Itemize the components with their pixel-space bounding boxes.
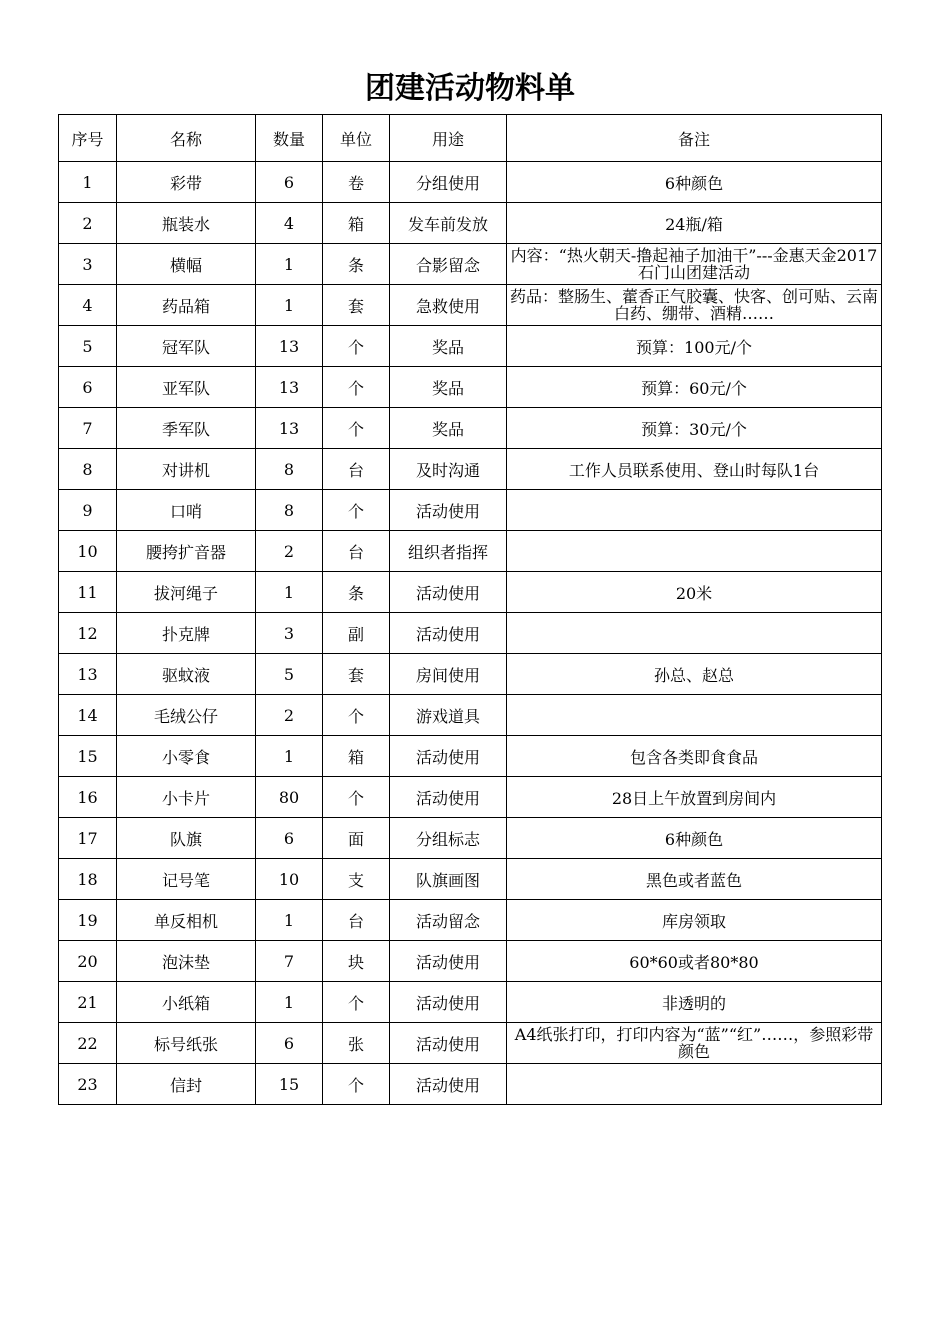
materials-table	[58, 114, 882, 1105]
table-row	[59, 490, 882, 531]
cell-note: 药品：整肠生、藿香正气胶囊、快客、创可贴、云南白药、绷带、酒精……	[507, 285, 882, 326]
cell-no: 2	[59, 203, 117, 244]
cell-note: 非透明的	[507, 982, 882, 1023]
table-row	[59, 736, 882, 777]
cell-use: 队旗画图	[390, 859, 507, 900]
cell-note: 6种颜色	[507, 818, 882, 859]
table-row	[59, 1023, 882, 1064]
cell-qty: 7	[256, 941, 323, 982]
cell-unit: 个	[323, 367, 390, 408]
cell-name: 口哨	[117, 490, 256, 531]
cell-unit: 副	[323, 613, 390, 654]
cell-name: 标号纸张	[117, 1023, 256, 1064]
table-row	[59, 859, 882, 900]
cell-use: 房间使用	[390, 654, 507, 695]
cell-no: 16	[59, 777, 117, 818]
cell-unit: 个	[323, 777, 390, 818]
cell-no: 1	[59, 162, 117, 203]
table-row	[59, 449, 882, 490]
cell-qty: 8	[256, 449, 323, 490]
header-use: 用途	[390, 115, 507, 162]
table-row	[59, 162, 882, 203]
table-row	[59, 613, 882, 654]
cell-use: 活动使用	[390, 1023, 507, 1064]
cell-unit: 箱	[323, 203, 390, 244]
cell-name: 泡沫垫	[117, 941, 256, 982]
cell-unit: 个	[323, 490, 390, 531]
cell-name: 横幅	[117, 244, 256, 285]
cell-use: 合影留念	[390, 244, 507, 285]
cell-unit: 个	[323, 982, 390, 1023]
cell-unit: 箱	[323, 736, 390, 777]
cell-note	[507, 531, 882, 572]
cell-unit: 面	[323, 818, 390, 859]
cell-qty: 1	[256, 736, 323, 777]
table-row	[59, 203, 882, 244]
header-no: 序号	[59, 115, 117, 162]
cell-unit: 条	[323, 244, 390, 285]
cell-no: 18	[59, 859, 117, 900]
table-row	[59, 244, 882, 285]
cell-qty: 1	[256, 982, 323, 1023]
cell-note: 60*60或者80*80	[507, 941, 882, 982]
cell-use: 分组使用	[390, 162, 507, 203]
table-row	[59, 531, 882, 572]
cell-use: 分组标志	[390, 818, 507, 859]
cell-name: 瓶装水	[117, 203, 256, 244]
cell-name: 拔河绳子	[117, 572, 256, 613]
cell-qty: 15	[256, 1064, 323, 1105]
cell-use: 活动使用	[390, 1064, 507, 1105]
cell-note: 28日上午放置到房间内	[507, 777, 882, 818]
header-unit: 单位	[323, 115, 390, 162]
cell-unit: 台	[323, 900, 390, 941]
page-title: 团建活动物料单	[365, 71, 575, 106]
cell-name: 药品箱	[117, 285, 256, 326]
cell-use: 活动使用	[390, 572, 507, 613]
cell-qty: 1	[256, 244, 323, 285]
cell-name: 驱蚊液	[117, 654, 256, 695]
table-row	[59, 982, 882, 1023]
cell-qty: 1	[256, 900, 323, 941]
cell-unit: 条	[323, 572, 390, 613]
cell-note: 预算：30元/个	[507, 408, 882, 449]
cell-qty: 1	[256, 285, 323, 326]
cell-note: 20米	[507, 572, 882, 613]
cell-note: 工作人员联系使用、登山时每队1台	[507, 449, 882, 490]
cell-note: 包含各类即食食品	[507, 736, 882, 777]
cell-no: 13	[59, 654, 117, 695]
cell-note: A4纸张打印，打印内容为“蓝”“红”……，参照彩带颜色	[507, 1023, 882, 1064]
cell-qty: 13	[256, 367, 323, 408]
cell-note	[507, 1064, 882, 1105]
cell-use: 组织者指挥	[390, 531, 507, 572]
cell-unit: 支	[323, 859, 390, 900]
cell-unit: 张	[323, 1023, 390, 1064]
cell-use: 活动使用	[390, 941, 507, 982]
cell-no: 11	[59, 572, 117, 613]
table-row	[59, 1064, 882, 1105]
table-row	[59, 367, 882, 408]
cell-no: 22	[59, 1023, 117, 1064]
cell-use: 活动使用	[390, 613, 507, 654]
cell-qty: 1	[256, 572, 323, 613]
cell-unit: 卷	[323, 162, 390, 203]
cell-no: 9	[59, 490, 117, 531]
cell-no: 17	[59, 818, 117, 859]
cell-qty: 6	[256, 818, 323, 859]
cell-qty: 80	[256, 777, 323, 818]
cell-note: 内容：“热火朝天-撸起袖子加油干”---金惠天金2017石门山团建活动	[507, 244, 882, 285]
table-row	[59, 285, 882, 326]
header-note: 备注	[507, 115, 882, 162]
cell-qty: 10	[256, 859, 323, 900]
header-qty: 数量	[256, 115, 323, 162]
cell-unit: 个	[323, 695, 390, 736]
table-row	[59, 941, 882, 982]
table-row	[59, 572, 882, 613]
cell-qty: 13	[256, 326, 323, 367]
cell-unit: 个	[323, 326, 390, 367]
cell-use: 活动使用	[390, 982, 507, 1023]
cell-no: 20	[59, 941, 117, 982]
cell-use: 发车前发放	[390, 203, 507, 244]
cell-name: 单反相机	[117, 900, 256, 941]
cell-unit: 套	[323, 285, 390, 326]
cell-qty: 13	[256, 408, 323, 449]
cell-qty: 6	[256, 162, 323, 203]
cell-name: 小卡片	[117, 777, 256, 818]
cell-use: 活动使用	[390, 736, 507, 777]
cell-name: 毛绒公仔	[117, 695, 256, 736]
cell-no: 10	[59, 531, 117, 572]
cell-name: 队旗	[117, 818, 256, 859]
table-row	[59, 326, 882, 367]
cell-qty: 4	[256, 203, 323, 244]
cell-no: 19	[59, 900, 117, 941]
cell-note	[507, 490, 882, 531]
cell-use: 奖品	[390, 326, 507, 367]
table-row	[59, 695, 882, 736]
cell-name: 信封	[117, 1064, 256, 1105]
cell-use: 活动使用	[390, 777, 507, 818]
cell-name: 季军队	[117, 408, 256, 449]
cell-name: 记号笔	[117, 859, 256, 900]
cell-note: 黑色或者蓝色	[507, 859, 882, 900]
cell-qty: 3	[256, 613, 323, 654]
cell-note: 预算：60元/个	[507, 367, 882, 408]
cell-name: 彩带	[117, 162, 256, 203]
cell-qty: 8	[256, 490, 323, 531]
cell-unit: 台	[323, 449, 390, 490]
cell-name: 对讲机	[117, 449, 256, 490]
cell-name: 小纸箱	[117, 982, 256, 1023]
cell-qty: 6	[256, 1023, 323, 1064]
table-body	[59, 162, 882, 1105]
cell-no: 6	[59, 367, 117, 408]
cell-note	[507, 613, 882, 654]
cell-use: 活动使用	[390, 490, 507, 531]
cell-use: 奖品	[390, 408, 507, 449]
cell-use: 急救使用	[390, 285, 507, 326]
cell-no: 7	[59, 408, 117, 449]
cell-note: 6种颜色	[507, 162, 882, 203]
cell-no: 21	[59, 982, 117, 1023]
cell-unit: 个	[323, 1064, 390, 1105]
cell-no: 4	[59, 285, 117, 326]
cell-qty: 2	[256, 695, 323, 736]
cell-no: 12	[59, 613, 117, 654]
cell-unit: 块	[323, 941, 390, 982]
table-row	[59, 408, 882, 449]
cell-name: 亚军队	[117, 367, 256, 408]
cell-qty: 2	[256, 531, 323, 572]
cell-unit: 台	[323, 531, 390, 572]
table-row	[59, 818, 882, 859]
header-name: 名称	[117, 115, 256, 162]
cell-use: 及时沟通	[390, 449, 507, 490]
table-row	[59, 777, 882, 818]
cell-note: 孙总、赵总	[507, 654, 882, 695]
cell-no: 3	[59, 244, 117, 285]
cell-qty: 5	[256, 654, 323, 695]
cell-note: 库房领取	[507, 900, 882, 941]
cell-name: 小零食	[117, 736, 256, 777]
cell-unit: 套	[323, 654, 390, 695]
cell-no: 15	[59, 736, 117, 777]
cell-use: 奖品	[390, 367, 507, 408]
cell-name: 腰挎扩音器	[117, 531, 256, 572]
cell-unit: 个	[323, 408, 390, 449]
cell-note: 24瓶/箱	[507, 203, 882, 244]
cell-name: 扑克牌	[117, 613, 256, 654]
table-header-row	[59, 115, 882, 162]
cell-use: 活动留念	[390, 900, 507, 941]
cell-no: 14	[59, 695, 117, 736]
cell-note	[507, 695, 882, 736]
cell-name: 冠军队	[117, 326, 256, 367]
cell-note: 预算：100元/个	[507, 326, 882, 367]
cell-no: 5	[59, 326, 117, 367]
table-row	[59, 654, 882, 695]
table-row	[59, 900, 882, 941]
cell-no: 23	[59, 1064, 117, 1105]
cell-use: 游戏道具	[390, 695, 507, 736]
cell-no: 8	[59, 449, 117, 490]
